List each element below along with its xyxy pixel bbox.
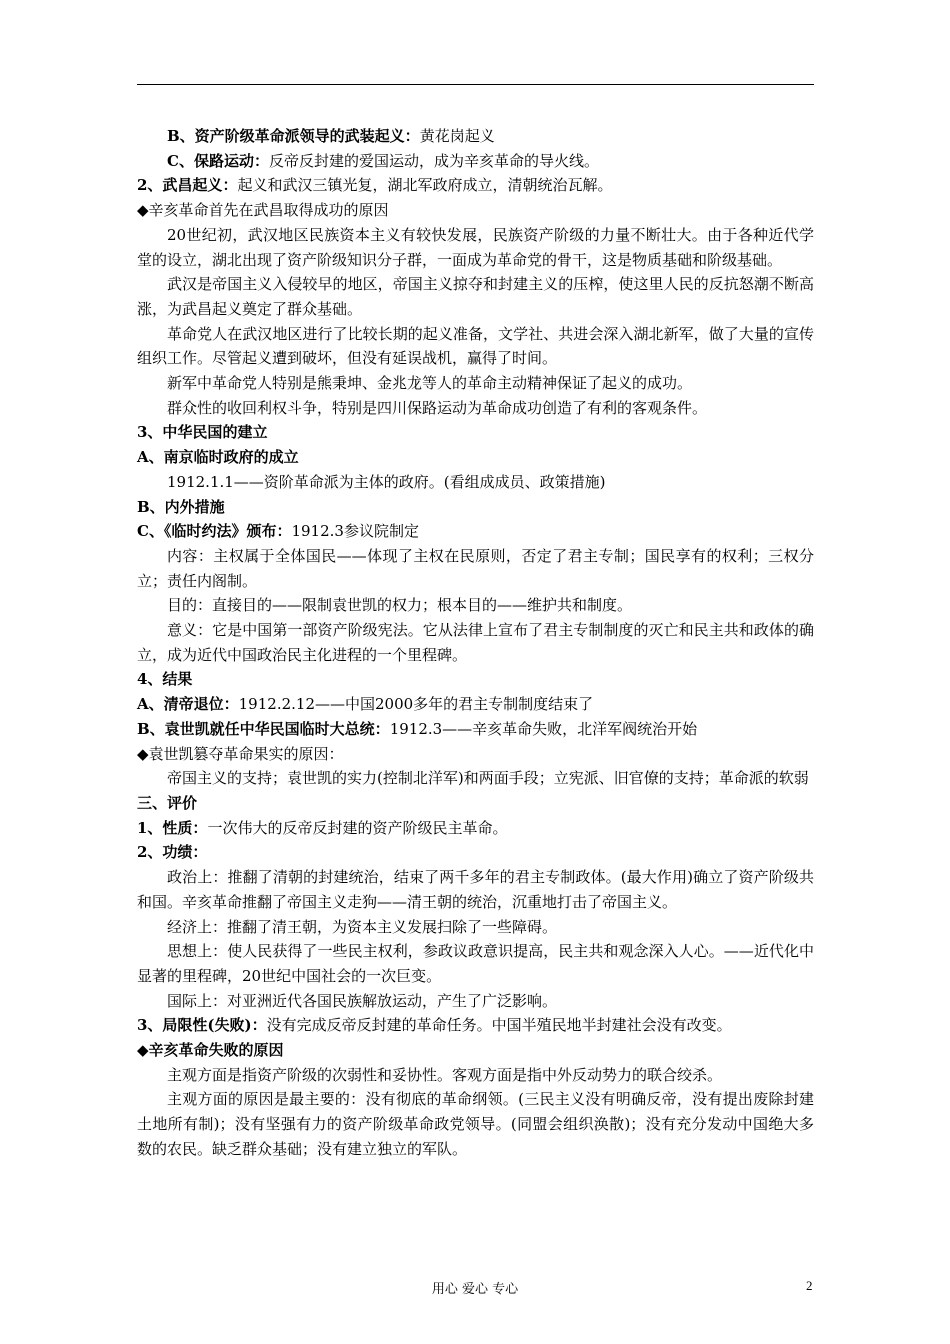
paragraph-text: 1912.2.12——中国2000多年的君主专制制度结束了 [238,695,594,714]
paragraph [137,149,814,174]
paragraph-heading: 3、局限性(失败)： [137,1016,267,1035]
paragraph [137,124,814,149]
paragraph-text: 思想上：使人民获得了一些民主权利，参政议政意识提高，民主共和观念深入人心。——近代化中显著的里程碑，20世纪中国社会的一次巨变。 [137,942,814,985]
paragraph-text: 没有完成反帝反封建的革命任务。中国半殖民地半封建社会没有改变。 [266,1016,732,1035]
paragraph [137,816,814,841]
paragraph [137,495,814,520]
paragraph [137,618,814,667]
paragraph-text: 20世纪初，武汉地区民族资本主义有较快发展，民族资产阶级的力量不断壮大。由于各种近代学堂的设立，湖北出现了资产阶级知识分子群，一面成为革命党的骨干，这是物质基础和阶级基础。 [137,225,814,269]
paragraph [137,791,814,816]
paragraph [137,544,814,593]
paragraph-text: 革命党人在武汉地区进行了比较长期的起义准备，文学社、共进会深入湖北新军，做了大量的宣传组织工作。尽管起义遭到破坏，但没有延误战机，赢得了时间。 [137,324,814,368]
paragraph [137,865,814,914]
paragraph [137,396,814,421]
paragraph [137,1013,814,1038]
paragraph-text: 1912.3参议院制定 [291,522,419,541]
paragraph-text: 武汉是帝国主义入侵较早的地区，帝国主义掠夺和封建主义的压榨，使这里人民的反抗怒潮不断高涨，为武昌起义奠定了群众基础。 [137,275,814,318]
paragraph-text: 群众性的收回利权斗争，特别是四川保路运动为革命成功创造了有利的客观条件。 [167,398,708,417]
paragraph [137,989,814,1014]
paragraph-text: 政治上：推翻了清朝的封建统治，结束了两千多年的君主专制政体。(最大作用)确立了资产阶级共和国。辛亥革命推翻了帝国主义走狗——清王朝的统治，沉重地打击了帝国主义。 [137,868,814,911]
paragraph [137,272,814,321]
paragraph-heading: 2、功绩： [137,843,208,862]
paragraph-heading: B、内外措施 [137,497,225,516]
paragraph-text: 一次伟大的反帝反封建的资产阶级民主革命。 [207,818,508,837]
paragraph-text: 起义和武汉三镇光复，湖北军政府成立，清朝统治瓦解。 [237,176,613,195]
paragraph-heading: B、资产阶级革命派领导的武装起义： [167,127,420,145]
paragraph [137,717,814,742]
paragraph-heading: A、清帝退位： [137,695,239,714]
paragraph-text: 主观方面是指资产阶级的次弱性和妥协性。客观方面是指中外反动势力的联合绞杀。 [167,1065,723,1084]
paragraph-heading: 2、武昌起义： [137,176,238,195]
paragraph-heading: C、《临时约法》颁布： [137,522,292,541]
paragraph [137,519,814,544]
paragraph-heading: 三、评价 [137,793,198,812]
paragraph [137,840,814,865]
paragraph-text: 1912.3——辛亥革命失败，北洋军阀统治开始 [389,719,698,738]
paragraph [137,939,814,988]
paragraph [137,1038,814,1063]
paragraph [137,766,814,791]
paragraph-text: 目的：直接目的——限制袁世凯的权力；根本目的——维护共和制度。 [167,596,633,615]
paragraph [137,445,814,470]
header-rule [137,84,814,85]
paragraph-text: 国际上：对亚洲近代各国民族解放运动，产生了广泛影响。 [167,991,558,1010]
paragraph [137,223,814,272]
paragraph [137,173,814,198]
paragraph-heading: C、保路运动： [167,151,269,170]
paragraph-text: 黄花岗起义 [419,127,495,145]
paragraph [137,692,814,717]
paragraph [137,1087,814,1161]
paragraph [137,198,814,223]
paragraph-text: 反帝反封建的爱国运动，成为辛亥革命的导火线。 [268,151,599,170]
paragraph [137,742,814,767]
paragraph-text: 意义：它是中国第一部资产阶级宪法。它从法律上宣布了君主专制制度的灭亡和民主共和政体的确立，成为近代中国政治民主化进程的一个里程碑。 [137,621,814,664]
footer-text: 用心 爱心 专心 [431,1282,519,1297]
paragraph [137,1063,814,1088]
document-body [137,124,814,1162]
paragraph-text: 内容：主权属于全体国民——体现了主权在民原则，否定了君主专制；国民享有的权利；三权分立；责任内阁制。 [137,546,814,590]
paragraph-text: 新军中革命党人特别是熊秉坤、金兆龙等人的革命主动精神保证了起义的成功。 [167,374,693,393]
paragraph-text: 帝国主义的支持；袁世凯的实力(控制北洋军)和两面手段；立宪派、旧官僚的支持；革命派的软弱 [167,769,809,788]
paragraph [137,470,814,495]
paragraph-heading: B、袁世凯就任中华民国临时大总统： [137,719,390,738]
paragraph [137,667,814,692]
paragraph [137,593,814,618]
paragraph-heading: A、南京临时政府的成立 [137,448,299,467]
paragraph [137,420,814,445]
paragraph-text: 主观方面的原因是最主要的：没有彻底的革命纲领。(三民主义没有明确反帝，没有提出废除封建土地所有制)；没有坚强有力的资产阶级革命政党领导。(同盟会组织涣散)；没有充分发动中国绝大多数的农民。缺乏群众基础；没有建立独立的军队。 [137,1090,814,1158]
paragraph-text: ◆袁世凯篡夺革命果实的原因： [137,744,344,763]
paragraph-heading: ◆辛亥革命失败的原因 [137,1041,284,1060]
paragraph-heading: 3、中华民国的建立 [137,423,268,442]
paragraph [137,371,814,396]
paragraph-text: 1912.1.1——资阶革命派为主体的政府。(看组成成员、政策措施) [167,472,606,491]
paragraph-heading: 4、结果 [137,670,193,689]
paragraph [137,322,814,371]
paragraph-heading: 1、性质： [137,818,208,837]
paragraph-text: ◆辛亥革命首先在武昌取得成功的原因 [137,201,389,220]
paragraph-text: 经济上：推翻了清王朝，为资本主义发展扫除了一些障碍。 [167,917,558,936]
page-number: 2 [806,1278,813,1293]
paragraph [137,915,814,940]
